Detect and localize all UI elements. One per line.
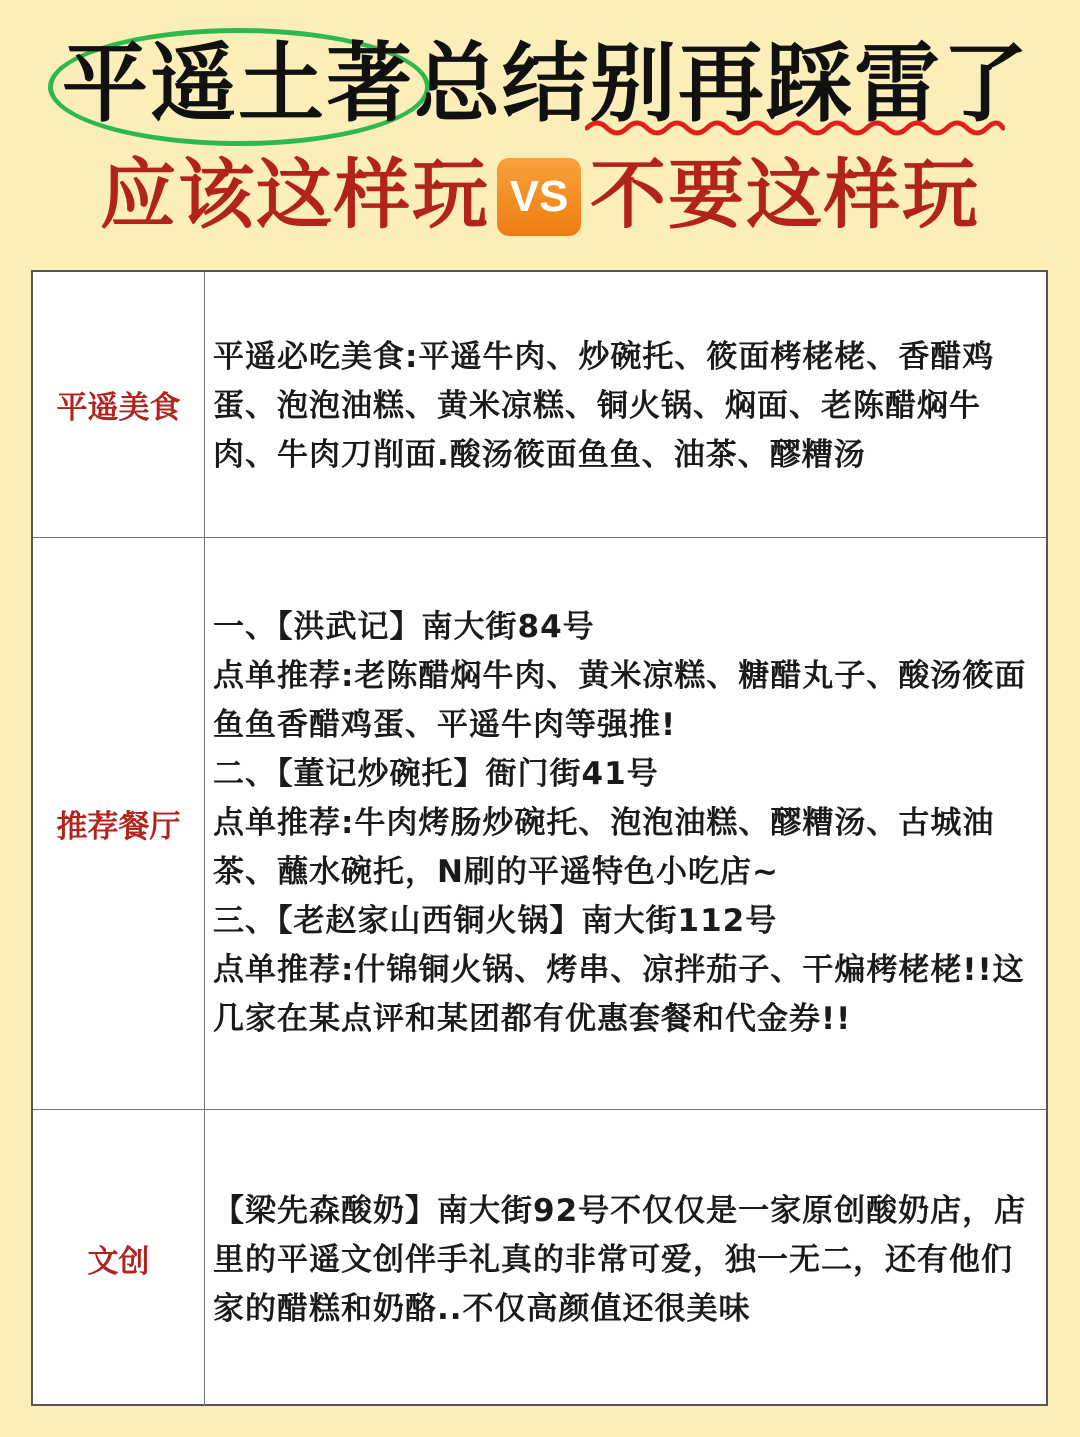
vs-icon [497, 158, 581, 236]
row-content [213, 1187, 1038, 1334]
subtitle-left: 应该这样玩 [100, 150, 490, 239]
content-line: 平遥必吃美食:平遥牛肉、炒碗托、筱面栲栳栳、香醋鸡蛋、泡泡油糕、黄米凉糕、铜火锅、焖面、老陈醋焖牛肉、牛肉刀削面.酸汤筱面鱼鱼、油茶、醪糟汤 [213, 339, 995, 473]
content-line: 点单推荐:什锦铜火锅、烤串、凉拌茄子、干煸栲栳栳!!这几家在某点评和某团都有优惠套餐和代金券!! [213, 952, 1025, 1037]
table-row-creative [33, 1110, 1046, 1406]
content-line: 点单推荐:牛肉烤肠炒碗托、泡泡油糕、醪糟汤、古城油茶、蘸水碗托，N刷的平遥特色小吃店~ [213, 805, 995, 890]
table-row-food [33, 272, 1046, 538]
row-label: 文创 [33, 1110, 205, 1406]
content-line: 点单推荐:老陈醋焖牛肉、黄米凉糕、糖醋丸子、酸汤筱面鱼鱼香醋鸡蛋、平遥牛肉等强推! [213, 658, 1027, 743]
row-content [213, 333, 1038, 480]
row-label: 平遥美食 [33, 272, 205, 537]
title-part-1: 平遥土著 [62, 34, 414, 134]
table-row-restaurants [33, 538, 1046, 1110]
row-label: 推荐餐厅 [33, 538, 205, 1109]
info-table [31, 270, 1048, 1406]
title-line-2 [0, 150, 1080, 240]
content-line: 三、【老赵家山西铜火锅】南大街112号 [213, 903, 778, 939]
title-part-2: 总结别再踩雷了 [414, 34, 1030, 134]
content-line: 二、【董记炒碗托】衙门街41号 [213, 756, 659, 792]
title-line-1 [0, 28, 1080, 138]
red-wavy-underline [585, 116, 1005, 140]
subtitle-right: 不要这样玩 [590, 150, 980, 239]
vs-label: VS [509, 172, 569, 221]
row-content [213, 603, 1038, 1044]
content-line: 一、【洪武记】南大街84号 [213, 609, 595, 645]
content-line: 【梁先森酸奶】南大街92号不仅仅是一家原创酸奶店，店里的平遥文创伴手礼真的非常可爱，独一无二，还有他们家的醋糕和奶酪..不仅高颜值还很美味 [213, 1193, 1027, 1327]
